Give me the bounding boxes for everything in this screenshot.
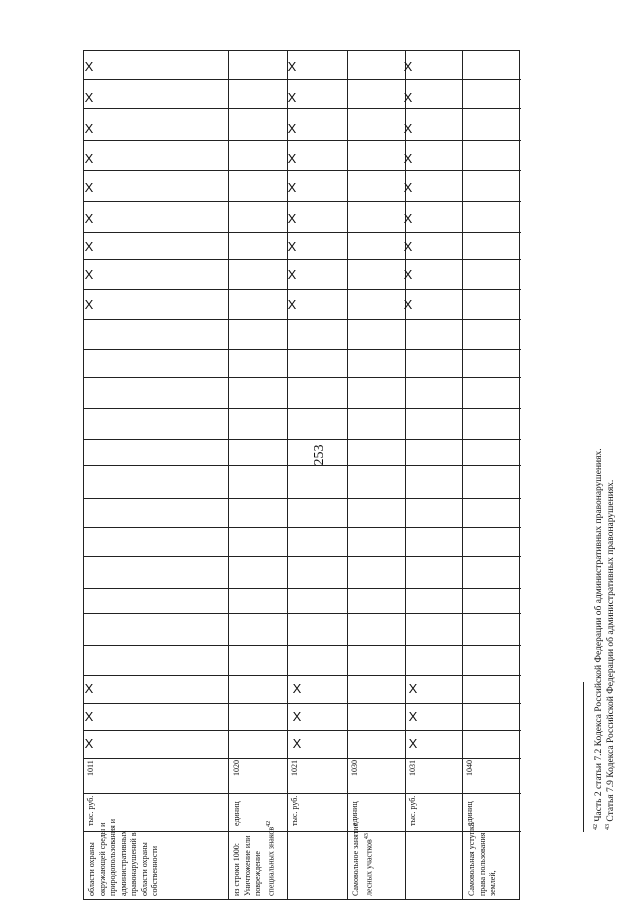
x-mark: X xyxy=(292,736,302,751)
x-mark: X xyxy=(408,681,418,696)
column-divider xyxy=(84,675,521,676)
row-code: 1020 xyxy=(232,760,241,776)
column-divider xyxy=(84,645,521,646)
column-divider xyxy=(84,79,521,80)
column-divider xyxy=(84,758,521,759)
x-mark: X xyxy=(408,709,418,724)
x-mark: X xyxy=(84,681,94,696)
x-mark: X xyxy=(403,151,413,166)
column-divider xyxy=(84,140,521,141)
row-divider xyxy=(462,51,463,899)
x-mark: X xyxy=(292,681,302,696)
row-code: 1031 xyxy=(408,760,417,776)
x-mark: X xyxy=(403,90,413,105)
column-divider xyxy=(84,377,521,378)
column-divider xyxy=(84,793,521,794)
column-divider xyxy=(84,349,521,350)
x-mark: X xyxy=(287,151,297,166)
row-unit: тыс. руб. xyxy=(408,795,417,826)
page-number: 253 xyxy=(312,444,327,466)
x-mark: X xyxy=(84,211,94,226)
x-mark: X xyxy=(287,180,297,195)
x-mark: X xyxy=(84,121,94,136)
column-divider xyxy=(84,408,521,409)
row-description: области охраны окружающей среды и природопользования и административных правонарушений в области охраны собственности xyxy=(87,818,159,896)
x-mark: X xyxy=(287,121,297,136)
x-mark: X xyxy=(403,180,413,195)
row-unit: тыс. руб. xyxy=(290,795,299,826)
row-description: из строки 1000: Уничтожение или повреждение специальных знаков$^{42}$ xyxy=(232,820,276,896)
row-unit: тыс. руб. xyxy=(86,795,95,826)
footnote-separator xyxy=(583,682,584,832)
x-mark: X xyxy=(287,90,297,105)
column-divider xyxy=(84,730,521,731)
column-divider xyxy=(84,588,521,589)
x-mark: X xyxy=(403,267,413,282)
row-divider xyxy=(287,51,288,899)
x-mark: X xyxy=(287,239,297,254)
column-divider xyxy=(84,465,521,466)
row-divider xyxy=(405,51,406,899)
row-code: 1021 xyxy=(290,760,299,776)
x-mark: X xyxy=(287,211,297,226)
x-mark: X xyxy=(403,239,413,254)
x-mark: X xyxy=(403,59,413,74)
x-mark: X xyxy=(84,267,94,282)
row-unit: единиц xyxy=(465,801,474,826)
x-mark: X xyxy=(292,709,302,724)
row-code: 1011 xyxy=(86,760,95,776)
x-mark: X xyxy=(287,59,297,74)
column-divider xyxy=(84,232,521,233)
x-mark: X xyxy=(84,90,94,105)
footnote: $^{43}$ Статья 7.9 Кодекса Российской Федерации об административных правонарушениях. xyxy=(605,479,617,830)
row-code: 1040 xyxy=(465,760,474,776)
x-mark: X xyxy=(287,267,297,282)
x-mark: X xyxy=(84,180,94,195)
column-divider xyxy=(84,289,521,290)
column-divider xyxy=(84,319,521,320)
column-divider xyxy=(84,556,521,557)
column-divider xyxy=(84,527,521,528)
x-mark: X xyxy=(84,709,94,724)
column-divider xyxy=(84,108,521,109)
column-divider xyxy=(84,498,521,499)
column-divider xyxy=(84,201,521,202)
row-description: Самовольное занятие лесных участков$^{43}$ xyxy=(351,822,374,896)
x-mark: X xyxy=(84,297,94,312)
row-divider xyxy=(228,51,229,899)
column-divider xyxy=(84,170,521,171)
row-divider xyxy=(347,51,348,899)
column-divider xyxy=(84,439,521,440)
x-mark: X xyxy=(287,297,297,312)
column-divider xyxy=(84,259,521,260)
x-mark: X xyxy=(403,211,413,226)
row-unit: единиц xyxy=(350,801,359,826)
row-unit: единиц xyxy=(232,801,241,826)
x-mark: X xyxy=(84,239,94,254)
x-mark: X xyxy=(84,151,94,166)
x-mark: X xyxy=(408,736,418,751)
column-divider xyxy=(84,613,521,614)
report-table xyxy=(83,50,520,900)
x-mark: X xyxy=(403,121,413,136)
row-description: Самовольная уступка права пользования землей, xyxy=(467,822,497,896)
x-mark: X xyxy=(84,736,94,751)
x-mark: X xyxy=(84,59,94,74)
row-code: 1030 xyxy=(350,760,359,776)
column-divider xyxy=(84,703,521,704)
x-mark: X xyxy=(403,297,413,312)
footnote: $^{42}$ Часть 2 статьи 7.2 Кодекса Российской Федерации об административных правонарушениях. xyxy=(593,448,605,830)
